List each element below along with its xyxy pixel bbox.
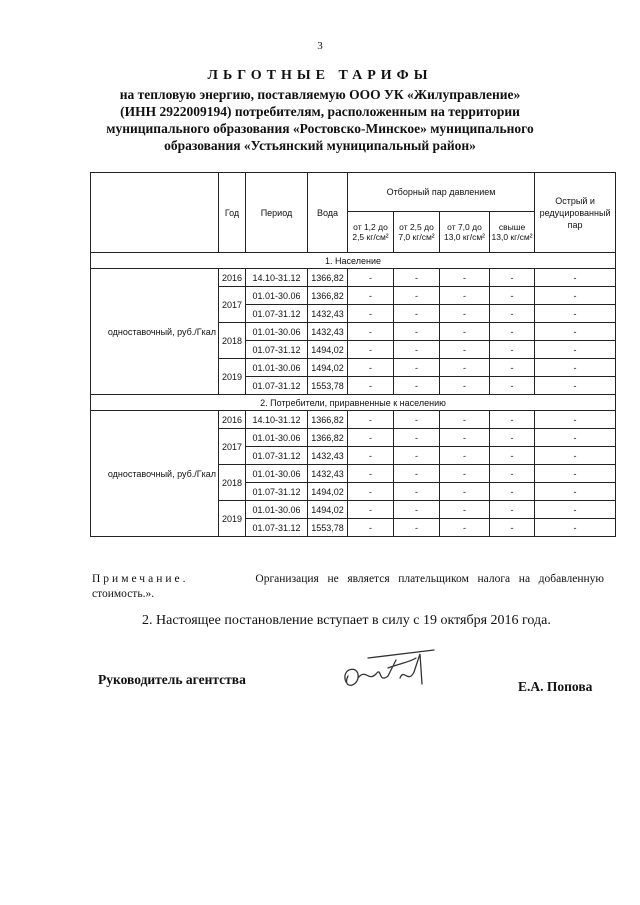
period-cell: 01.07-31.12 xyxy=(246,483,308,501)
period-cell: 01.07-31.12 xyxy=(246,341,308,359)
steam-cell: - xyxy=(535,519,616,537)
steam-cell: - xyxy=(440,483,490,501)
water-cell: 1553,78 xyxy=(308,377,348,395)
steam-cell: - xyxy=(394,377,440,395)
period-cell: 01.07-31.12 xyxy=(246,377,308,395)
steam-cell: - xyxy=(348,519,394,537)
period-cell: 01.01-30.06 xyxy=(246,501,308,519)
steam-cell: - xyxy=(535,429,616,447)
steam-cell: - xyxy=(394,519,440,537)
steam-cell: - xyxy=(535,411,616,429)
steam-cell: - xyxy=(394,447,440,465)
steam-cell: - xyxy=(535,323,616,341)
document-title: ЛЬГОТНЫЕ ТАРИФЫ xyxy=(207,68,433,83)
steam-cell: - xyxy=(394,287,440,305)
steam-cell: - xyxy=(535,501,616,519)
header-blank xyxy=(91,173,219,253)
steam-cell: - xyxy=(394,359,440,377)
period-cell: 01.01-30.06 xyxy=(246,429,308,447)
water-cell: 1366,82 xyxy=(308,287,348,305)
steam-cell: - xyxy=(535,287,616,305)
steam-cell: - xyxy=(440,429,490,447)
period-cell: 14.10-31.12 xyxy=(246,269,308,287)
steam-cell: - xyxy=(394,429,440,447)
tariff-table xyxy=(90,172,616,537)
subtitle-line: (ИНН 2922009194) потребителям, расположенным на территории xyxy=(120,104,520,119)
header-steam-group: Отборный пар давлением xyxy=(348,173,535,212)
steam-cell: - xyxy=(490,447,535,465)
steam-cell: - xyxy=(535,269,616,287)
signature-icon xyxy=(338,638,448,698)
steam-cell: - xyxy=(490,287,535,305)
rate-type-label: одноставочный, руб./Гкал xyxy=(91,411,219,537)
period-cell: 01.07-31.12 xyxy=(246,519,308,537)
subtitle-line: на тепловую энергию, поставляемую ООО УК «Жилуправление» xyxy=(119,87,521,102)
table-row xyxy=(91,269,616,287)
period-cell: 01.01-30.06 xyxy=(246,323,308,341)
steam-cell: - xyxy=(440,323,490,341)
steam-cell: - xyxy=(440,411,490,429)
water-cell: 1494,02 xyxy=(308,341,348,359)
header-steam-col: свыше 13,0 кг/см² xyxy=(490,212,535,253)
steam-cell: - xyxy=(348,359,394,377)
table-row xyxy=(91,411,616,429)
steam-cell: - xyxy=(394,305,440,323)
steam-cell: - xyxy=(394,323,440,341)
steam-cell: - xyxy=(348,341,394,359)
header-water: Вода xyxy=(308,173,348,253)
steam-cell: - xyxy=(348,429,394,447)
steam-cell: - xyxy=(490,269,535,287)
section-row xyxy=(91,395,616,411)
year-cell: 2019 xyxy=(219,501,246,537)
steam-cell: - xyxy=(394,465,440,483)
water-cell: 1366,82 xyxy=(308,269,348,287)
signatory-title: Руководитель агентства xyxy=(98,672,246,687)
period-cell: 01.07-31.12 xyxy=(246,447,308,465)
water-cell: 1494,02 xyxy=(308,501,348,519)
steam-cell: - xyxy=(535,341,616,359)
water-cell: 1432,43 xyxy=(308,323,348,341)
water-cell: 1494,02 xyxy=(308,483,348,501)
steam-cell: - xyxy=(440,359,490,377)
steam-cell: - xyxy=(348,305,394,323)
water-cell: 1432,43 xyxy=(308,447,348,465)
period-cell: 01.01-30.06 xyxy=(246,465,308,483)
header-steam-col: от 7,0 до 13,0 кг/см² xyxy=(440,212,490,253)
steam-cell: - xyxy=(490,501,535,519)
steam-cell: - xyxy=(348,269,394,287)
year-cell: 2018 xyxy=(219,323,246,359)
document-subtitle xyxy=(100,86,540,154)
resolution-text: 2. Настоящее постановление вступает в силу с 19 октября 2016 года. xyxy=(142,613,551,628)
steam-cell: - xyxy=(490,305,535,323)
water-cell: 1432,43 xyxy=(308,305,348,323)
header-sharp-steam: Острый и редуцированный пар xyxy=(535,173,616,253)
year-cell: 2017 xyxy=(219,429,246,465)
water-cell: 1494,02 xyxy=(308,359,348,377)
header-steam-col: от 2,5 до 7,0 кг/см² xyxy=(394,212,440,253)
steam-cell: - xyxy=(440,287,490,305)
water-cell: 1366,82 xyxy=(308,429,348,447)
section-title: 2. Потребители, приравненные к населению xyxy=(91,395,616,411)
water-cell: 1366,82 xyxy=(308,411,348,429)
steam-cell: - xyxy=(535,359,616,377)
steam-cell: - xyxy=(490,323,535,341)
tariff-table-body xyxy=(91,253,616,537)
steam-cell: - xyxy=(490,483,535,501)
steam-cell: - xyxy=(394,501,440,519)
page-number: 3 xyxy=(317,40,323,52)
note-text-line1: Организация не является плательщиком налога на добавленную xyxy=(255,573,604,585)
subtitle-line: муниципального образования «Ростовско-Минское» муниципального xyxy=(106,121,534,136)
steam-cell: - xyxy=(394,411,440,429)
steam-cell: - xyxy=(535,377,616,395)
header-year: Год xyxy=(219,173,246,253)
steam-cell: - xyxy=(394,483,440,501)
steam-cell: - xyxy=(348,323,394,341)
water-cell: 1432,43 xyxy=(308,465,348,483)
steam-cell: - xyxy=(490,359,535,377)
steam-cell: - xyxy=(348,411,394,429)
steam-cell: - xyxy=(490,519,535,537)
year-cell: 2017 xyxy=(219,287,246,323)
year-cell: 2016 xyxy=(219,269,246,287)
steam-cell: - xyxy=(440,501,490,519)
steam-cell: - xyxy=(490,411,535,429)
steam-cell: - xyxy=(348,447,394,465)
period-cell: 01.01-30.06 xyxy=(246,287,308,305)
steam-cell: - xyxy=(535,483,616,501)
steam-cell: - xyxy=(348,465,394,483)
steam-cell: - xyxy=(535,305,616,323)
steam-cell: - xyxy=(490,465,535,483)
steam-cell: - xyxy=(348,377,394,395)
period-cell: 01.07-31.12 xyxy=(246,305,308,323)
subtitle-line: образования «Устьянский муниципальный район» xyxy=(164,138,476,153)
steam-cell: - xyxy=(394,269,440,287)
steam-cell: - xyxy=(490,377,535,395)
note xyxy=(92,572,604,602)
note-label: Примечание. xyxy=(92,573,189,585)
steam-cell: - xyxy=(348,287,394,305)
steam-cell: - xyxy=(535,447,616,465)
steam-cell: - xyxy=(440,341,490,359)
section-row xyxy=(91,253,616,269)
year-cell: 2016 xyxy=(219,411,246,429)
period-cell: 14.10-31.12 xyxy=(246,411,308,429)
steam-cell: - xyxy=(535,465,616,483)
steam-cell: - xyxy=(440,377,490,395)
water-cell: 1553,78 xyxy=(308,519,348,537)
steam-cell: - xyxy=(348,501,394,519)
steam-cell: - xyxy=(394,341,440,359)
steam-cell: - xyxy=(490,429,535,447)
steam-cell: - xyxy=(440,519,490,537)
steam-cell: - xyxy=(348,483,394,501)
year-cell: 2018 xyxy=(219,465,246,501)
steam-cell: - xyxy=(440,269,490,287)
signatory-name: Е.А. Попова xyxy=(518,679,593,694)
header-steam-col: от 1,2 до 2,5 кг/см² xyxy=(348,212,394,253)
steam-cell: - xyxy=(440,465,490,483)
year-cell: 2019 xyxy=(219,359,246,395)
steam-cell: - xyxy=(440,305,490,323)
steam-cell: - xyxy=(490,341,535,359)
period-cell: 01.01-30.06 xyxy=(246,359,308,377)
steam-cell: - xyxy=(440,447,490,465)
header-period: Период xyxy=(246,173,308,253)
rate-type-label: одноставочный, руб./Гкал xyxy=(91,269,219,395)
note-text-line2: стоимость.». xyxy=(92,588,155,600)
section-title: 1. Население xyxy=(91,253,616,269)
